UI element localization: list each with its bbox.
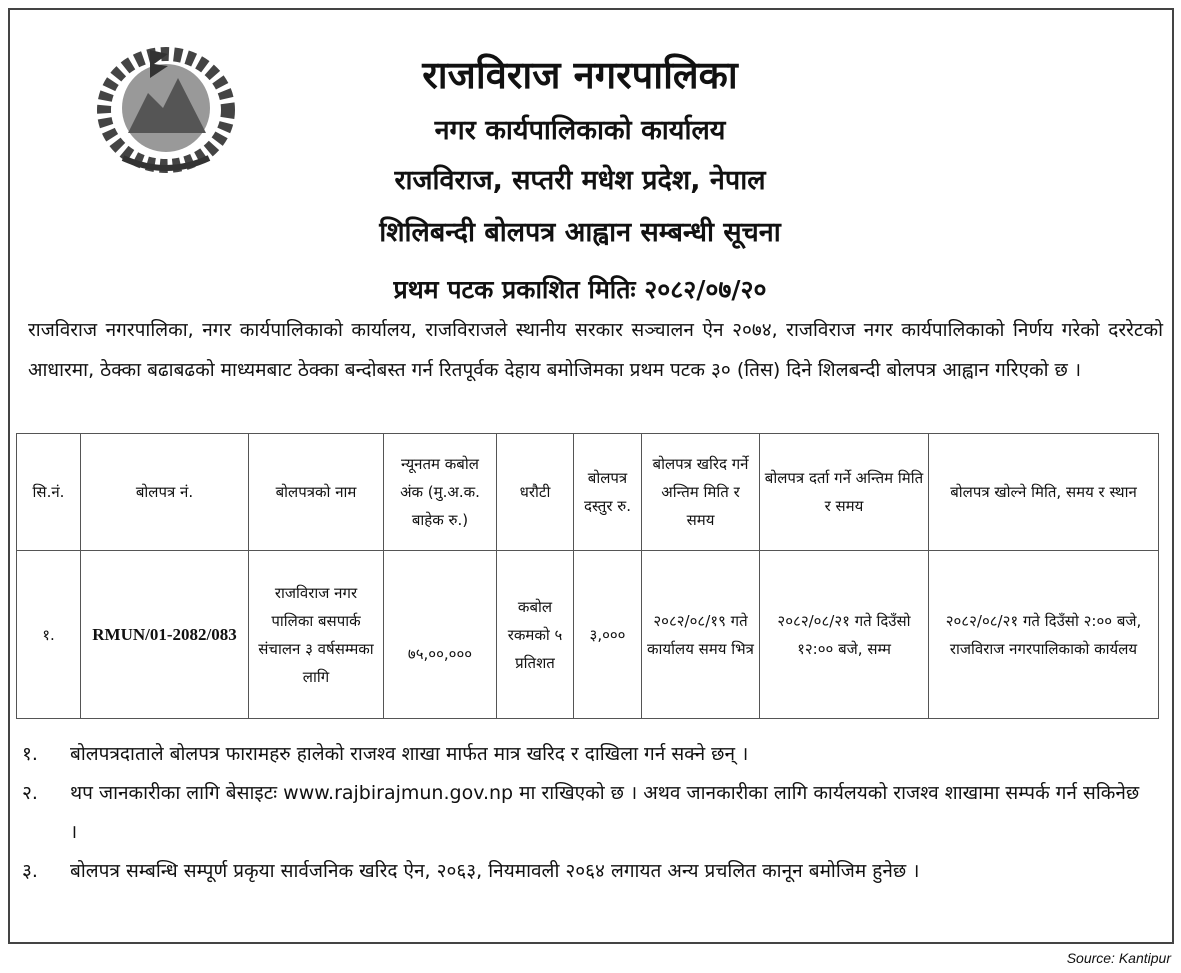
cell-purchase-deadline: २०८२/०८/१९ गते कार्यालय समय भित्र	[642, 551, 760, 719]
note-text: बोलपत्र सम्बन्धि सम्पूर्ण प्रकृया सार्वजनिक खरिद ऐन, २०६३, नियमावली २०६४ लगायत अन्य प्रचलित कानून बमोजिम हुनेछ ।	[70, 860, 920, 882]
cell-opening: २०८२/०८/२१ गते दिउँसो २:०० बजे, राजविराज नगरपालिकाको कार्यलय	[929, 551, 1159, 719]
municipality-title: राजविराज नगरपालिका	[422, 53, 738, 97]
col-purchase-deadline: बोलपत्र खरिद गर्ने अन्तिम मिति र समय	[642, 434, 760, 551]
col-tender-no: बोलपत्र नं.	[81, 434, 249, 551]
notice-title: शिलिबन्दी बोलपत्र आह्वान सम्बन्धी सूचना	[379, 217, 781, 248]
col-deposit: धरौटी	[497, 434, 574, 551]
source-credit: Source: Kantipur	[1066, 950, 1171, 966]
note-number: १.	[22, 743, 38, 765]
tender-table	[16, 433, 1159, 719]
note-text: थप जानकारीका लागि बेसाइटः www.rajbirajmun.gov.np मा राखिएको छ । अथव जानकारीका लागि कार्यलयको राजश्व शाखामा सम्पर्क गर्न सकिनेछ ।	[70, 782, 1140, 843]
table-header-row	[17, 434, 1159, 551]
cell-fee: ३,०००	[574, 551, 642, 719]
notes-list	[22, 735, 1152, 891]
note-number: २.	[22, 782, 38, 804]
nepal-emblem-logo	[88, 38, 244, 180]
cell-submission-deadline: २०८२/०८/२१ गते दिउँसो १२:०० बजे, सम्म	[760, 551, 929, 719]
note-item	[22, 735, 1152, 774]
address: राजविराज, सप्तरी मधेश प्रदेश, नेपाल	[394, 165, 766, 196]
col-tender-name: बोलपत्रको नाम	[249, 434, 384, 551]
cell-deposit: कबोल रकमको ५ प्रतिशत	[497, 551, 574, 719]
office-title: नगर कार्यपालिकाको कार्यालय	[434, 115, 726, 146]
col-min-bid: न्यूनतम कबोल अंक (मु.अ.क. बाहेक रु.)	[384, 434, 497, 551]
publish-date: प्रथम पटक प्रकाशित मितिः २०८२/०७/२०	[393, 275, 767, 304]
col-opening: बोलपत्र खोल्ने मिति, समय र स्थान	[929, 434, 1159, 551]
col-fee: बोलपत्र दस्तुर रु.	[574, 434, 642, 551]
table-row	[17, 551, 1159, 719]
cell-tender-no: RMUN/01-2082/083	[81, 551, 249, 719]
note-number: ३.	[22, 860, 38, 882]
note-item	[22, 774, 1152, 852]
cell-serial: १.	[17, 551, 81, 719]
cell-tender-name: राजविराज नगर पालिका बसपार्क संचालन ३ वर्षसम्मका लागि	[249, 551, 384, 719]
note-item	[22, 852, 1152, 891]
note-text: बोलपत्रदाताले बोलपत्र फारामहरु हालेको राजश्व शाखा मार्फत मात्र खरिद र दाखिला गर्न सक्ने छन् ।	[70, 743, 749, 765]
intro-paragraph: राजविराज नगरपालिका, नगर कार्यपालिकाको कार्यालय, राजविराजले स्थानीय सरकार सञ्चालन ऐन २०७४, राजविराज नगर कार्यपालिकाको निर्णय गरेको दररेटको आधारमा, ठेक्का बढाबढको माध्यमबाट ठेक्का बन्दोबस्त गर्न रितपूर्वक देहाय बमोजिमका प्रथम पटक ३० (तिस) दिने शिलबन्दी बोलपत्र आह्वान गरिएको छ ।	[28, 319, 1163, 381]
cell-min-bid: ७५,००,०००	[384, 551, 497, 719]
col-serial: सि.नं.	[17, 434, 81, 551]
col-submission-deadline: बोलपत्र दर्ता गर्ने अन्तिम मिति र समय	[760, 434, 929, 551]
